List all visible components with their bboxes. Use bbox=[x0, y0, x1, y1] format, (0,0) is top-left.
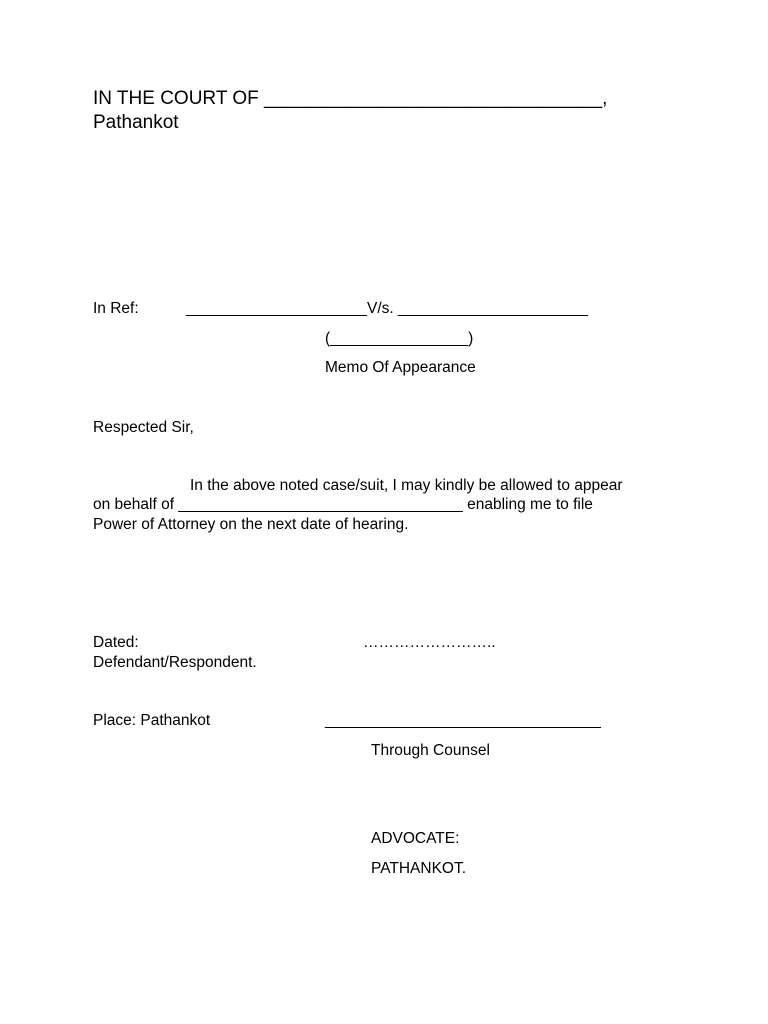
signature-line: ________________________________ bbox=[325, 712, 601, 729]
court-heading-line2: Pathankot bbox=[93, 112, 179, 133]
document-title: Memo Of Appearance bbox=[325, 359, 476, 376]
party-role: Defendant/Respondent. bbox=[93, 654, 257, 671]
through-counsel: Through Counsel bbox=[371, 742, 490, 759]
body-line-3: Power of Attorney on the next date of hearing. bbox=[93, 516, 409, 533]
body-line-1: In the above noted case/suit, I may kindly be allowed to appear bbox=[190, 477, 623, 494]
dated-label: Dated: bbox=[93, 634, 139, 651]
advocate-place: PATHANKOT. bbox=[371, 860, 467, 877]
place-label: Place: Pathankot bbox=[93, 712, 211, 729]
court-heading-line1: IN THE COURT OF ________________________________, bbox=[93, 88, 608, 109]
in-ref-label: In Ref: bbox=[93, 300, 139, 317]
parties-versus-line: _____________________V/s. ______________________ bbox=[186, 300, 588, 317]
salutation: Respected Sir, bbox=[93, 419, 194, 436]
body-line-2: on behalf of _________________________________ enabling me to file bbox=[93, 496, 593, 513]
case-number-blank: (________________) bbox=[325, 330, 474, 347]
advocate-label: ADVOCATE: bbox=[371, 830, 460, 847]
dotted-signature-space: …………………….. bbox=[363, 634, 496, 651]
